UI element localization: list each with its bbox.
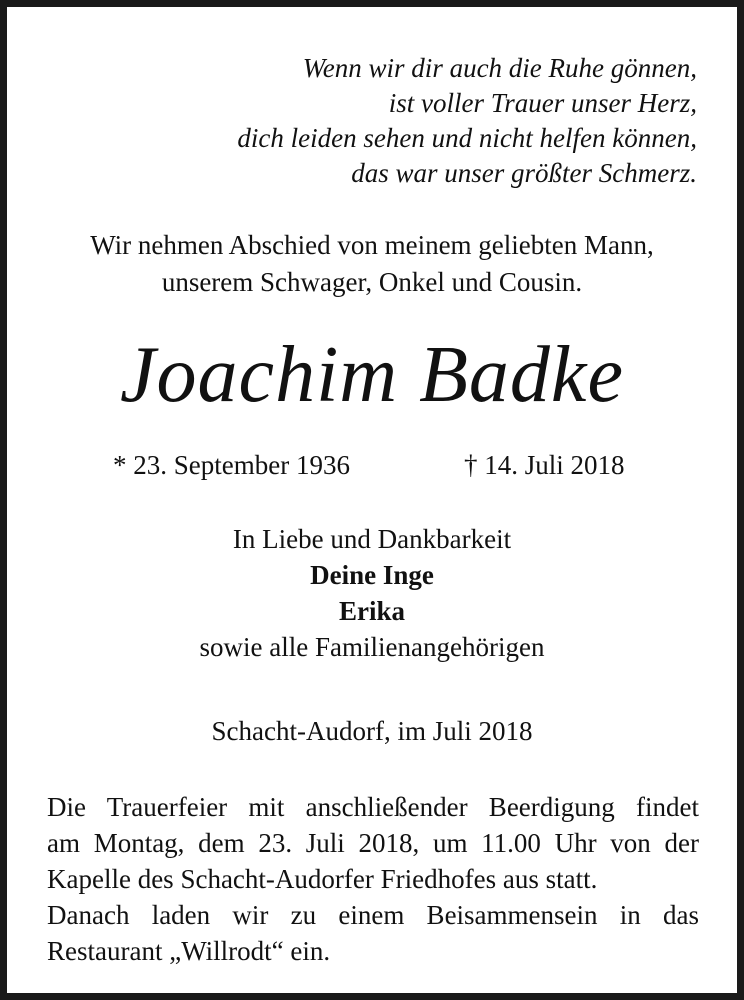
farewell-intro (7, 227, 737, 301)
poem-line: dich leiden sehen und nicht helfen können, (237, 123, 697, 153)
poem-line: Wenn wir dir auch die Ruhe gönnen, (302, 53, 697, 83)
place-date: Schacht-Audorf, im Juli 2018 (211, 716, 533, 746)
mourners-block (7, 521, 737, 665)
intro-line: Wir nehmen Abschied von meinem geliebten Mann, (90, 230, 654, 260)
intro-line: unserem Schwager, Onkel und Cousin. (161, 267, 583, 297)
poem-line: ist voller Trauer unser Herz, (388, 88, 697, 118)
mourner-name: Deine Inge (310, 560, 434, 590)
death-date: † 14. Juli 2018 (464, 450, 625, 480)
service-line: Kapelle des Schacht-Audorfer Friedhofes aus statt. (47, 864, 598, 894)
deceased-name: Joachim Badke (120, 331, 624, 419)
mourners-greeting: In Liebe und Dankbarkeit (232, 524, 512, 554)
funeral-service-info (47, 789, 699, 969)
service-line: Restaurant „Willrodt“ ein. (47, 936, 331, 966)
mourner-name: Erika (338, 596, 405, 626)
birth-date: * 23. September 1936 (113, 450, 350, 480)
poem-line: das war unser größter Schmerz. (351, 158, 697, 188)
service-line: Die Trauerfeier mit anschließender Beerdigung findet (47, 792, 699, 822)
service-line: am Montag, dem 23. Juli 2018, um 11.00 Uhr von der (47, 828, 699, 858)
memorial-poem (237, 51, 697, 191)
service-line: Danach laden wir zu einem Beisammensein in das (47, 900, 699, 930)
mourners-family: sowie alle Familienangehörigen (199, 632, 545, 662)
